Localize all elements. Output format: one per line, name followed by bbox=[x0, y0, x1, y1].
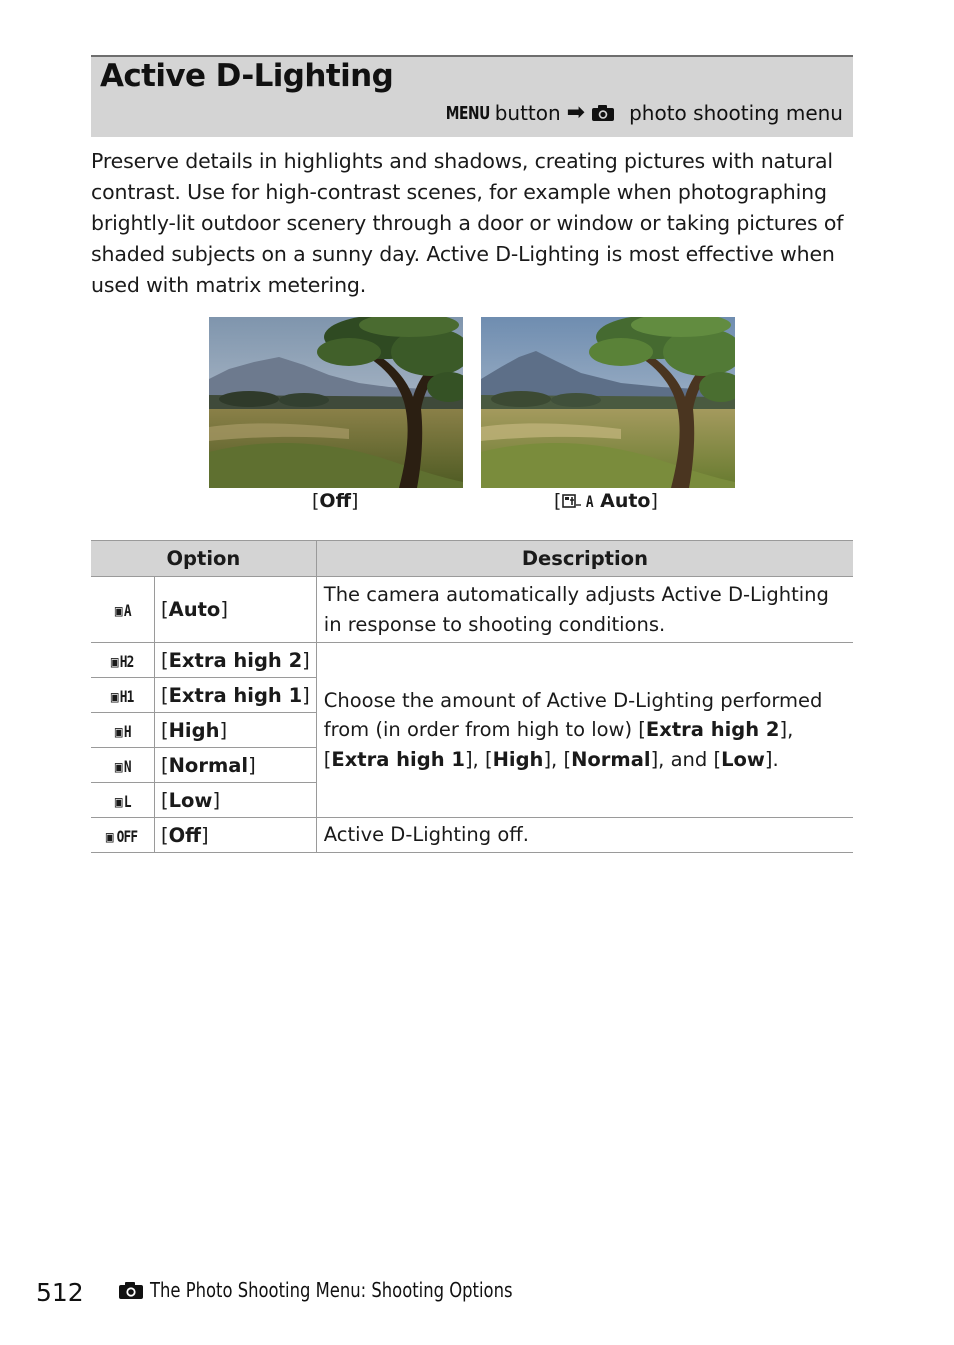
menu-path bbox=[438, 101, 843, 125]
menu-name: photo shooting menu bbox=[629, 101, 843, 125]
camera-icon bbox=[118, 1281, 144, 1300]
adl-extra-high-1-icon: ▣ H1 bbox=[91, 678, 155, 713]
sample-photo-auto bbox=[481, 317, 735, 488]
sample-photo-off bbox=[209, 317, 463, 488]
option-header: Option bbox=[91, 541, 316, 577]
option-name: [Normal] bbox=[155, 748, 317, 783]
camera-icon bbox=[591, 104, 615, 122]
caption-auto-label: Auto bbox=[600, 490, 651, 512]
arrow-right-icon: ➡ bbox=[566, 100, 586, 125]
table-row bbox=[91, 818, 853, 853]
option-name: [Low] bbox=[155, 783, 317, 818]
footer-section-title: The Photo Shooting Menu: Shooting Options bbox=[150, 1278, 513, 1302]
button-word: button bbox=[494, 101, 561, 125]
options-table bbox=[91, 540, 853, 853]
adl-low-icon: ▣ L bbox=[91, 783, 155, 818]
adl-auto-icon: ▣ A bbox=[91, 577, 155, 643]
intro-paragraph: Preserve details in highlights and shadows, creating pictures with natural contrast. Use for high-contrast scenes, for example when photographing brightly-lit outdoor scenery through a door or window or taking pictures of shaded subjects on a sunny day. Active D-Lighting is most effective when used with matrix metering. bbox=[91, 149, 844, 297]
table-row bbox=[91, 643, 853, 678]
option-description-shared: Choose the amount of Active D-Lighting performed from (in order from high to low) [Extra high 2], [Extra high 1], [High], [Normal], and [Low]. bbox=[316, 643, 853, 818]
adl-high-icon: ▣ H bbox=[91, 713, 155, 748]
footer-section bbox=[118, 1278, 592, 1302]
section-header bbox=[91, 55, 853, 137]
table-row bbox=[91, 577, 853, 643]
adl-normal-icon: ▣ N bbox=[91, 748, 155, 783]
caption-off-label: Off bbox=[319, 490, 351, 512]
option-description: Active D-Lighting off. bbox=[316, 818, 853, 853]
option-description: The camera automatically adjusts Active D-Lighting in response to shooting conditions. bbox=[316, 577, 853, 643]
caption-auto: [ A Auto] bbox=[554, 490, 658, 512]
page-number: 512 bbox=[36, 1278, 84, 1307]
adl-mode-glyph: A bbox=[586, 492, 594, 511]
description-header: Description bbox=[316, 541, 853, 577]
menu-button-label: MENU bbox=[445, 102, 490, 124]
page-title: Active D-Lighting bbox=[100, 58, 394, 94]
option-name: [Extra high 2] bbox=[155, 643, 317, 678]
adl-extra-high-2-icon: ▣ H2 bbox=[91, 643, 155, 678]
adl-off-icon: ▣ OFF bbox=[91, 818, 155, 853]
option-name: [Extra high 1] bbox=[155, 678, 317, 713]
option-name: [Off] bbox=[155, 818, 317, 853]
option-name: [Auto] bbox=[155, 577, 317, 643]
caption-off: [Off] bbox=[312, 490, 359, 512]
adl-icon bbox=[562, 493, 582, 509]
option-name: [High] bbox=[155, 713, 317, 748]
